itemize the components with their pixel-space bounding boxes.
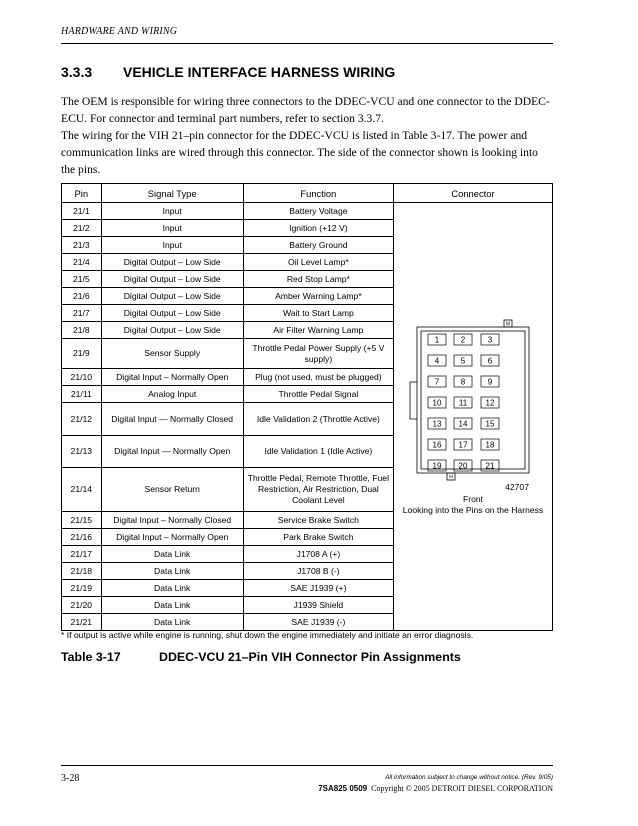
pin-assignment-table	[61, 183, 553, 631]
pin-cell: 21/9	[62, 339, 102, 369]
connector-pin-20-label: 20	[458, 461, 468, 471]
connector-caption-view: Looking into the Pins on the Harness	[402, 504, 544, 515]
footer-line	[318, 784, 553, 793]
signal-cell: Digital Output – Low Side	[101, 322, 243, 339]
pin-cell: 21/3	[62, 237, 102, 254]
function-cell: Service Brake Switch	[243, 512, 393, 529]
running-header: HARDWARE AND WIRING	[61, 26, 178, 37]
connector-pin-8-label: 8	[460, 377, 466, 387]
pin-cell: 21/8	[62, 322, 102, 339]
function-cell: Battery Voltage	[243, 203, 393, 220]
connector-pin-11-label: 11	[458, 398, 468, 408]
connector-pin-19-label: 19	[432, 461, 442, 471]
pin-cell: 21/13	[62, 436, 102, 468]
connector-pin-15-label: 15	[485, 419, 495, 429]
connector-diagram	[396, 207, 550, 627]
signal-cell: Digital Output – Low Side	[101, 271, 243, 288]
function-cell: Throttle Pedal, Remote Throttle, Fuel Restriction, Air Restriction, Dual Coolant Level	[243, 468, 393, 512]
page-number: 3-28	[61, 773, 80, 784]
pin-cell: 21/19	[62, 580, 102, 597]
connector-pin-7-label: 7	[434, 377, 440, 387]
signal-cell: Digital Input — Normally Open	[101, 436, 243, 468]
connector-pin-2-label: 2	[460, 335, 466, 345]
pin-cell: 21/16	[62, 529, 102, 546]
footer-notice: All information subject to change without notice. (Rev. 9/05)	[385, 774, 553, 781]
connector-pin-13-label: 13	[432, 419, 442, 429]
signal-cell: Analog Input	[101, 386, 243, 403]
connector-pin-1-label: 1	[434, 335, 440, 345]
signal-cell: Digital Output – Low Side	[101, 305, 243, 322]
connector-pin-10-label: 10	[432, 398, 442, 408]
function-cell: Red Stop Lamp*	[243, 271, 393, 288]
connector-cell	[393, 203, 552, 631]
signal-cell: Digital Output – Low Side	[101, 288, 243, 305]
signal-cell: Digital Input – Normally Closed	[101, 512, 243, 529]
signal-cell: Sensor Supply	[101, 339, 243, 369]
table-label: Table 3-17	[61, 650, 121, 664]
connector-pin-21-label: 21	[485, 461, 495, 471]
function-cell: SAE J1939 (-)	[243, 614, 393, 631]
signal-cell: Digital Input — Normally Closed	[101, 403, 243, 436]
pin-cell: 21/7	[62, 305, 102, 322]
connector-pin-9-label: 9	[487, 377, 493, 387]
connector-pin-17-label: 17	[458, 440, 468, 450]
signal-cell: Digital Output – Low Side	[101, 254, 243, 271]
signal-cell: Data Link	[101, 580, 243, 597]
side-latch	[410, 382, 417, 419]
pin-cell: 21/15	[62, 512, 102, 529]
top-marker: M	[505, 321, 511, 327]
signal-cell: Data Link	[101, 563, 243, 580]
section-number: 3.3.3	[61, 64, 93, 80]
function-cell: Oil Level Lamp*	[243, 254, 393, 271]
function-cell: Air Filter Warning Lamp	[243, 322, 393, 339]
connector-pin-14-label: 14	[458, 419, 468, 429]
header-signal-type: Signal Type	[101, 184, 243, 203]
header-pin: Pin	[62, 184, 102, 203]
pin-cell: 21/18	[62, 563, 102, 580]
header-function: Function	[243, 184, 393, 203]
function-cell: Wait to Start Lamp	[243, 305, 393, 322]
bottom-marker: H	[449, 474, 453, 480]
table-caption: DDEC-VCU 21–Pin VIH Connector Pin Assignments	[159, 650, 461, 664]
paragraph-1: The OEM is responsible for wiring three connectors to the DDEC-VCU and one connector to the DDEC-ECU. For connector and terminal part numbers, refer to section 3.3.7.	[61, 95, 550, 125]
signal-cell: Input	[101, 237, 243, 254]
pin-cell: 21/6	[62, 288, 102, 305]
pin-cell: 21/14	[62, 468, 102, 512]
pin-cell: 21/20	[62, 597, 102, 614]
pin-cell: 21/1	[62, 203, 102, 220]
function-cell: Amber Warning Lamp*	[243, 288, 393, 305]
signal-cell: Input	[101, 203, 243, 220]
pin-cell: 21/11	[62, 386, 102, 403]
function-cell: J1708 B (-)	[243, 563, 393, 580]
connector-pin-12-label: 12	[485, 398, 495, 408]
connector-pin-4-label: 4	[434, 356, 440, 366]
function-cell: Idle Validation 2 (Throttle Active)	[243, 403, 393, 436]
connector-pin-5-label: 5	[460, 356, 466, 366]
connector-pin-16-label: 16	[432, 440, 442, 450]
copyright: Copyright © 2005 DETROIT DIESEL CORPORATION	[371, 784, 553, 793]
connector-pin-grid	[428, 334, 499, 471]
table-row	[62, 203, 553, 220]
figure-number: 42707	[505, 481, 529, 492]
function-cell: Throttle Pedal Signal	[243, 386, 393, 403]
pin-cell: 21/17	[62, 546, 102, 563]
signal-cell: Input	[101, 220, 243, 237]
pin-cell: 21/2	[62, 220, 102, 237]
header-rule	[61, 43, 553, 44]
pin-cell: 21/5	[62, 271, 102, 288]
table-header-row	[62, 184, 553, 203]
signal-cell: Digital Input – Normally Open	[101, 369, 243, 386]
function-cell: J1939 Shield	[243, 597, 393, 614]
function-cell: Idle Validation 1 (Idle Active)	[243, 436, 393, 468]
paragraph-2: The wiring for the VIH 21–pin connector for the DDEC-VCU is listed in Table 3-17. The power and communication links are wired through this connector. The side of the connector shown is looking into the pins.	[61, 129, 538, 176]
pin-cell: 21/21	[62, 614, 102, 631]
header-connector: Connector	[393, 184, 552, 203]
function-cell: J1708 A (+)	[243, 546, 393, 563]
function-cell: Ignition (+12 V)	[243, 220, 393, 237]
connector-caption-front: Front	[462, 493, 483, 504]
function-cell: Battery Ground	[243, 237, 393, 254]
signal-cell: Data Link	[101, 597, 243, 614]
function-cell: SAE J1939 (+)	[243, 580, 393, 597]
pin-cell: 21/4	[62, 254, 102, 271]
doc-code: 7SA825 0509	[318, 784, 368, 793]
function-cell: Plug (not used, must be plugged)	[243, 369, 393, 386]
signal-cell: Data Link	[101, 614, 243, 631]
footer-rule	[61, 765, 553, 766]
pin-cell: 21/12	[62, 403, 102, 436]
signal-cell: Sensor Return	[101, 468, 243, 512]
signal-cell: Digital Input – Normally Open	[101, 529, 243, 546]
connector-pin-6-label: 6	[487, 356, 493, 366]
section-title: VEHICLE INTERFACE HARNESS WIRING	[123, 64, 396, 80]
table-footnote: * If output is active while engine is running, shut down the engine immediately and initiate an error diagnosis.	[61, 630, 474, 640]
connector-pin-18-label: 18	[485, 440, 495, 450]
pin-cell: 21/10	[62, 369, 102, 386]
function-cell: Throttle Pedal Power Supply (+5 V supply)	[243, 339, 393, 369]
signal-cell: Data Link	[101, 546, 243, 563]
function-cell: Park Brake Switch	[243, 529, 393, 546]
connector-pin-3-label: 3	[487, 335, 493, 345]
